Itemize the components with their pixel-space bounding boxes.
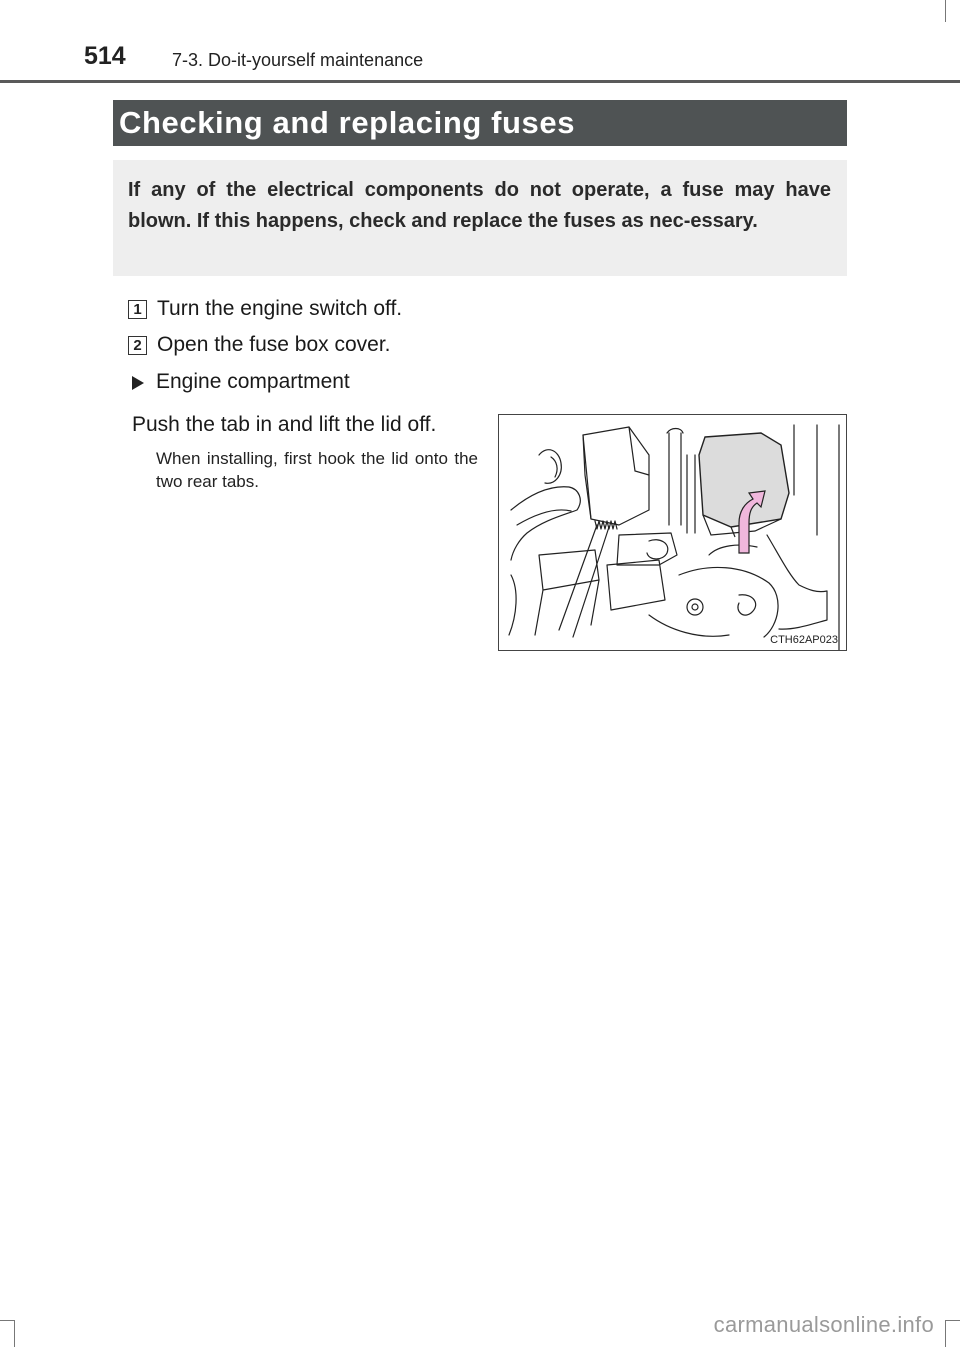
engine-compartment-illustration: [499, 415, 847, 651]
triangle-bullet-icon: [132, 376, 144, 390]
figure-code: CTH62AP023: [770, 634, 838, 646]
crop-mark: [945, 1320, 946, 1347]
step-number-badge: 1: [128, 300, 147, 319]
watermark: carmanualsonline.info: [713, 1312, 934, 1337]
step-number-badge: 2: [128, 336, 147, 355]
note-text: When installing, first hook the lid onto the two rear tabs.: [156, 449, 478, 491]
instruction-text: Push the tab in and lift the lid off.: [132, 413, 437, 436]
step-text: Open the fuse box cover.: [157, 333, 391, 356]
crop-mark: [0, 1320, 14, 1321]
header-divider: [0, 80, 960, 83]
crop-mark: [14, 1320, 15, 1347]
section-title-bar: [113, 100, 847, 146]
intro-text: If any of the electrical components do not operate, a fuse may have blown. If this happens, check and replace the fuses as nec-essary.: [128, 179, 831, 232]
section-title: Checking and replacing fuses: [119, 105, 576, 140]
step-text: Turn the engine switch off.: [157, 297, 403, 320]
crop-mark: [946, 1320, 960, 1321]
page-number: 514: [84, 42, 126, 70]
chapter-title: 7-3. Do-it-yourself maintenance: [172, 50, 424, 70]
subsection-heading-text: Engine compartment: [156, 370, 350, 393]
page-header: [0, 0, 960, 84]
intro-box: [113, 160, 847, 276]
crop-mark: [945, 0, 946, 22]
engine-compartment-figure: [498, 414, 847, 651]
